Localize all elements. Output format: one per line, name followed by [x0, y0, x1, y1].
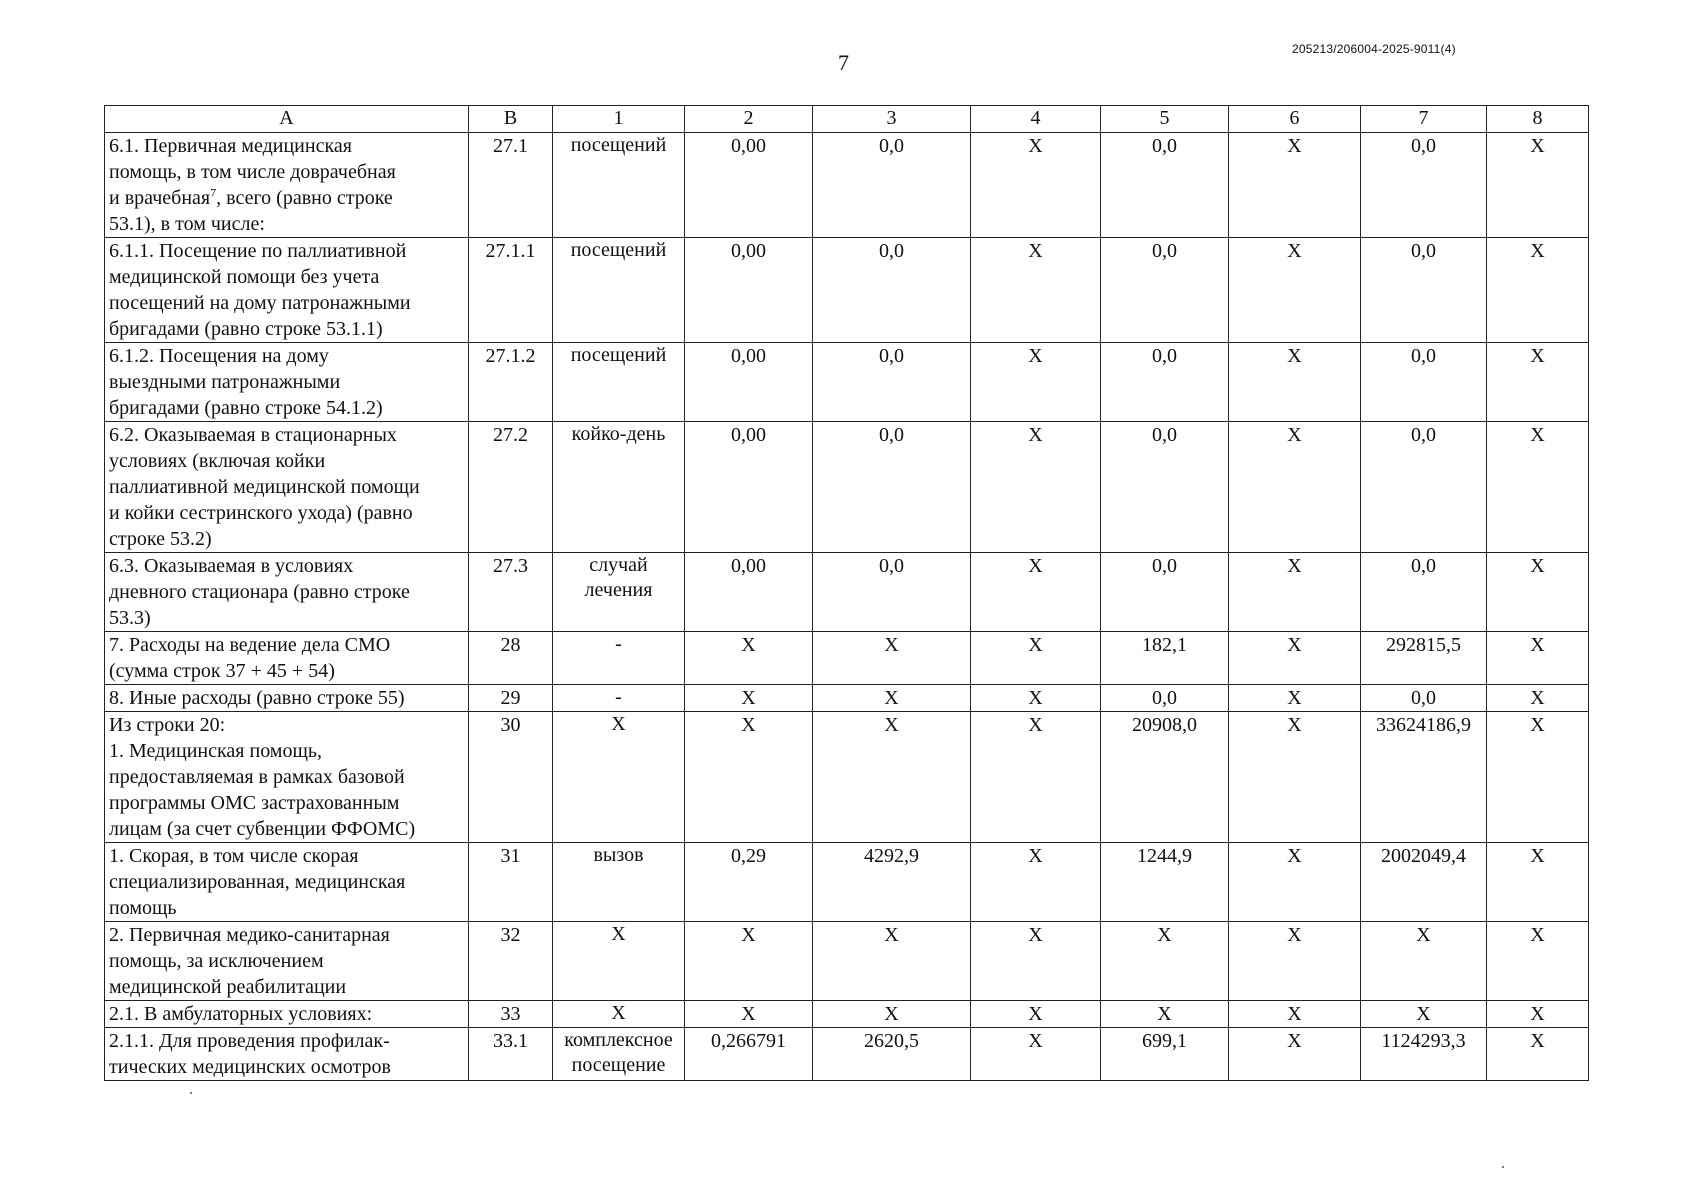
data-table	[104, 105, 1589, 1081]
row-unit: -	[553, 632, 685, 685]
value-cell: 0,0	[1101, 685, 1229, 712]
header-cell: В	[469, 106, 553, 133]
description-line: дневного стационара (равно строке	[109, 581, 410, 603]
value-cell: X	[1101, 922, 1229, 1001]
value-cell: 0,0	[1361, 238, 1487, 343]
row-unit: посещений	[553, 133, 685, 238]
header-cell: 4	[971, 106, 1101, 133]
value-cell: X	[1229, 712, 1361, 843]
value-cell: X	[813, 632, 971, 685]
description-line: 6.1.1. Посещение по паллиативной	[109, 240, 407, 262]
description-line: бригадами (равно строке 54.1.2)	[109, 397, 383, 419]
value-cell: X	[1487, 712, 1589, 843]
value-cell: X	[971, 422, 1101, 553]
value-cell: X	[971, 843, 1101, 922]
row-code: 33.1	[469, 1028, 553, 1081]
value-cell: X	[685, 1001, 813, 1028]
row-code: 27.1	[469, 133, 553, 238]
table-row	[105, 922, 1589, 1001]
footnote-marker: 7	[210, 185, 217, 200]
row-description	[105, 632, 469, 685]
header-cell: 3	[813, 106, 971, 133]
description-line: 53.1), в том числе:	[109, 213, 265, 235]
row-description	[105, 553, 469, 632]
header-row	[105, 106, 1589, 133]
description-line: 53.3)	[109, 607, 151, 629]
value-cell: 0,0	[813, 238, 971, 343]
description-line: Из строки 20:	[109, 714, 226, 736]
value-cell: X	[1229, 1001, 1361, 1028]
value-cell: 0,29	[685, 843, 813, 922]
value-cell: 0,0	[1101, 133, 1229, 238]
table-row	[105, 343, 1589, 422]
value-cell: X	[1487, 422, 1589, 553]
table-row	[105, 843, 1589, 922]
value-cell: X	[971, 1001, 1101, 1028]
value-cell: X	[1487, 843, 1589, 922]
scan-speck	[1502, 1166, 1504, 1168]
value-cell: X	[971, 1028, 1101, 1081]
value-cell: 0,0	[813, 553, 971, 632]
row-unit: посещений	[553, 343, 685, 422]
table-row	[105, 1028, 1589, 1081]
row-description	[105, 922, 469, 1001]
table-row	[105, 1001, 1589, 1028]
row-unit: X	[553, 712, 685, 843]
table-row	[105, 712, 1589, 843]
header-cell: 5	[1101, 106, 1229, 133]
value-cell: 0,0	[1101, 553, 1229, 632]
description-line: лицам (за счет субвенции ФФОМС)	[109, 818, 416, 840]
value-cell: 0,0	[1101, 422, 1229, 553]
value-cell: 0,00	[685, 133, 813, 238]
value-cell: X	[685, 922, 813, 1001]
document-id: 205213/206004-2025-9011(4)	[1292, 42, 1456, 56]
value-cell: 0,266791	[685, 1028, 813, 1081]
value-cell: X	[1229, 632, 1361, 685]
description-line: 2. Первичная медико-санитарная	[109, 924, 390, 946]
unit-line: лечения	[584, 579, 653, 601]
header-cell: 7	[1361, 106, 1487, 133]
value-cell: X	[971, 553, 1101, 632]
row-description	[105, 422, 469, 553]
value-cell: X	[1229, 343, 1361, 422]
value-cell: X	[1487, 133, 1589, 238]
value-cell: X	[1361, 922, 1487, 1001]
header-cell: А	[105, 106, 469, 133]
page-number: 7	[838, 50, 849, 75]
row-code: 33	[469, 1001, 553, 1028]
value-cell: X	[813, 1001, 971, 1028]
description-line: (сумма строк 37 + 45 + 54)	[109, 660, 335, 682]
value-cell: 4292,9	[813, 843, 971, 922]
description-line: предоставляемая в рамках базовой	[109, 766, 405, 788]
header-cell: 2	[685, 106, 813, 133]
value-cell: X	[971, 685, 1101, 712]
row-unit: койко-день	[553, 422, 685, 553]
row-code: 29	[469, 685, 553, 712]
description-line: 6.2. Оказываемая в стационарных	[109, 424, 397, 446]
description-line: помощь, за исключением	[109, 950, 324, 972]
table-header	[105, 106, 1589, 133]
description-line: медицинской помощи без учета	[109, 266, 380, 288]
description-text: и врачебная	[109, 187, 211, 209]
value-cell: X	[685, 632, 813, 685]
value-cell: 0,00	[685, 343, 813, 422]
value-cell: 0,0	[813, 343, 971, 422]
table-row	[105, 632, 1589, 685]
row-code: 32	[469, 922, 553, 1001]
description-line: 6.3. Оказываемая в условиях	[109, 555, 354, 577]
value-cell: X	[971, 238, 1101, 343]
value-cell: 2620,5	[813, 1028, 971, 1081]
description-line: 8. Иные расходы (равно строке 55)	[109, 687, 405, 709]
value-cell: 0,0	[1361, 553, 1487, 632]
description-line: помощь, в том числе доврачебная	[109, 161, 396, 183]
value-cell: 0,00	[685, 422, 813, 553]
description-line: 2.1.1. Для проведения профилак-	[109, 1030, 390, 1052]
row-unit: вызов	[553, 843, 685, 922]
header-cell: 6	[1229, 106, 1361, 133]
value-cell: X	[1487, 685, 1589, 712]
table-row	[105, 553, 1589, 632]
value-cell: X	[971, 133, 1101, 238]
value-cell: X	[971, 712, 1101, 843]
scan-speck	[190, 1092, 192, 1094]
row-description	[105, 1028, 469, 1081]
description-text: , всего (равно строке	[216, 187, 393, 209]
value-cell: X	[1487, 922, 1589, 1001]
value-cell: 182,1	[1101, 632, 1229, 685]
value-cell: X	[1487, 1028, 1589, 1081]
row-description	[105, 133, 469, 238]
row-unit: посещений	[553, 238, 685, 343]
value-cell: X	[1229, 238, 1361, 343]
value-cell: 699,1	[1101, 1028, 1229, 1081]
description-line: 7. Расходы на ведение дела СМО	[109, 634, 391, 656]
value-cell: X	[685, 712, 813, 843]
row-unit: X	[553, 1001, 685, 1028]
value-cell: X	[1487, 1001, 1589, 1028]
value-cell: 0,0	[1101, 343, 1229, 422]
header-cell: 1	[553, 106, 685, 133]
row-code: 27.1.1	[469, 238, 553, 343]
row-description	[105, 1001, 469, 1028]
description-line: 2.1. В амбулаторных условиях:	[109, 1003, 373, 1025]
row-code: 27.1.2	[469, 343, 553, 422]
row-code: 30	[469, 712, 553, 843]
value-cell: 292815,5	[1361, 632, 1487, 685]
table-row	[105, 685, 1589, 712]
value-cell: 0,0	[1361, 422, 1487, 553]
header-cell: 8	[1487, 106, 1589, 133]
value-cell: X	[1487, 238, 1589, 343]
row-unit: -	[553, 685, 685, 712]
value-cell: X	[1229, 133, 1361, 238]
value-cell: 0,0	[813, 422, 971, 553]
value-cell: X	[971, 343, 1101, 422]
description-line: 6.1.2. Посещения на дому	[109, 345, 329, 367]
description-line: программы ОМС застрахованным	[109, 792, 400, 814]
value-cell: X	[1229, 922, 1361, 1001]
row-description	[105, 843, 469, 922]
row-unit	[553, 553, 685, 632]
value-cell: X	[813, 685, 971, 712]
row-description	[105, 343, 469, 422]
unit-line: случай	[589, 554, 648, 576]
row-code: 27.3	[469, 553, 553, 632]
table-body	[105, 133, 1589, 1081]
description-line: 1. Медицинская помощь,	[109, 740, 322, 762]
row-description	[105, 238, 469, 343]
unit-line: посещение	[571, 1054, 666, 1076]
description-line: помощь	[109, 897, 177, 919]
description-line: условиях (включая койки	[109, 450, 326, 472]
value-cell: X	[1487, 343, 1589, 422]
row-description	[105, 712, 469, 843]
description-line: и койки сестринского ухода) (равно	[109, 502, 413, 524]
row-code: 31	[469, 843, 553, 922]
row-unit	[553, 1028, 685, 1081]
value-cell: X	[1229, 553, 1361, 632]
value-cell: X	[1361, 1001, 1487, 1028]
row-description	[105, 685, 469, 712]
value-cell: X	[971, 922, 1101, 1001]
value-cell: 2002049,4	[1361, 843, 1487, 922]
description-line: строке 53.2)	[109, 528, 212, 550]
description-line: посещений на дому патронажными	[109, 292, 411, 314]
unit-line: комплексное	[564, 1029, 673, 1051]
value-cell: 0,0	[1361, 343, 1487, 422]
value-cell: X	[1101, 1001, 1229, 1028]
value-cell: X	[1229, 685, 1361, 712]
description-line: паллиативной медицинской помощи	[109, 476, 420, 498]
value-cell: X	[1229, 422, 1361, 553]
value-cell: X	[685, 685, 813, 712]
value-cell: 1244,9	[1101, 843, 1229, 922]
value-cell: X	[971, 632, 1101, 685]
description-line: выездными патронажными	[109, 371, 341, 393]
value-cell: 0,00	[685, 238, 813, 343]
table-row	[105, 238, 1589, 343]
row-code: 27.2	[469, 422, 553, 553]
value-cell: 0,0	[813, 133, 971, 238]
value-cell: X	[813, 712, 971, 843]
description-line: специализированная, медицинская	[109, 871, 406, 893]
value-cell: 0,0	[1361, 685, 1487, 712]
row-code: 28	[469, 632, 553, 685]
description-line: 1. Скорая, в том числе скорая	[109, 845, 359, 867]
description-line	[109, 185, 464, 211]
value-cell: X	[1229, 1028, 1361, 1081]
description-line: тических медицинских осмотров	[109, 1056, 391, 1078]
value-cell: X	[1229, 843, 1361, 922]
value-cell: X	[1487, 553, 1589, 632]
description-line: бригадами (равно строке 53.1.1)	[109, 318, 383, 340]
description-line: медицинской реабилитации	[109, 976, 347, 998]
value-cell: 0,0	[1101, 238, 1229, 343]
description-line: 6.1. Первичная медицинская	[109, 135, 352, 157]
value-cell: X	[1487, 632, 1589, 685]
table-row	[105, 133, 1589, 238]
value-cell: 33624186,9	[1361, 712, 1487, 843]
value-cell: 1124293,3	[1361, 1028, 1487, 1081]
row-unit: X	[553, 922, 685, 1001]
value-cell: X	[813, 922, 971, 1001]
value-cell: 20908,0	[1101, 712, 1229, 843]
value-cell: 0,00	[685, 553, 813, 632]
value-cell: 0,0	[1361, 133, 1487, 238]
table-row	[105, 422, 1589, 553]
